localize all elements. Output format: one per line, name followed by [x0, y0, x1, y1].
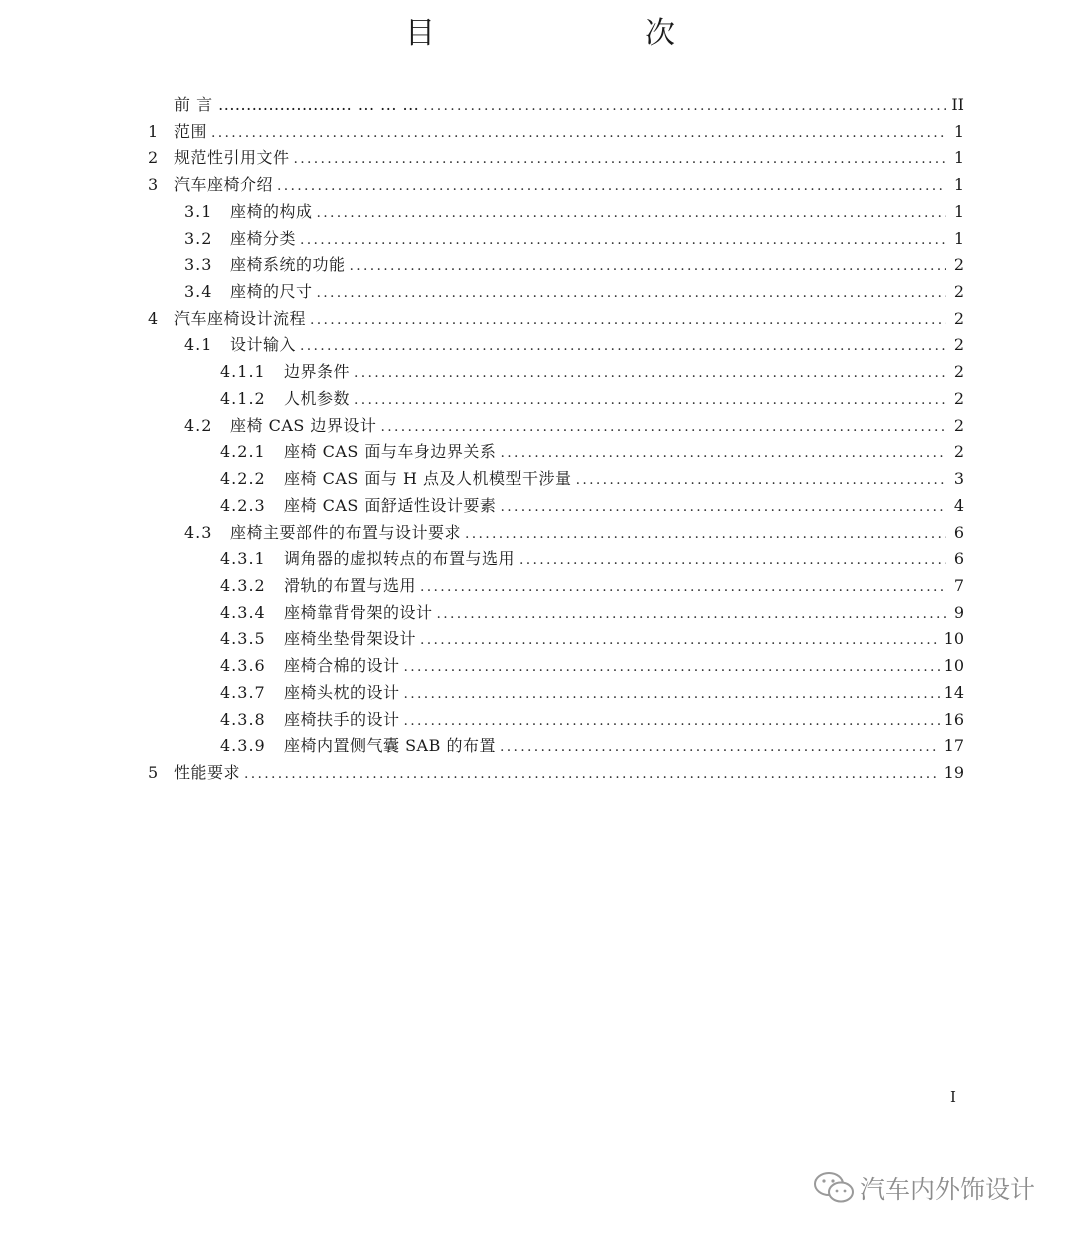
toc-dot-leader — [317, 280, 946, 307]
toc-entry-number: 3 — [148, 175, 160, 195]
toc-entry-page: 1 — [953, 148, 964, 168]
toc-entry-label: 汽车座椅设计流程 — [174, 308, 307, 328]
toc-dot-leader — [300, 227, 946, 254]
toc-entry[interactable] — [148, 306, 964, 333]
toc-entry-page: 1 — [953, 201, 964, 221]
toc-entry[interactable] — [148, 145, 964, 172]
toc-entry-number: 4.1 — [184, 335, 213, 355]
toc-entry-number: 2 — [148, 148, 160, 168]
toc-entry-number: 4.2 — [184, 415, 213, 435]
toc-entry-number: 4.1.2 — [220, 388, 266, 408]
toc-entry[interactable] — [148, 653, 964, 680]
toc-entry-page: 14 — [943, 682, 964, 702]
toc-entry-number: 4.3.9 — [220, 736, 266, 756]
toc-entry-number: 3.2 — [184, 228, 213, 248]
toc-entry-number: 4.1.1 — [220, 362, 266, 382]
toc-entry[interactable] — [148, 546, 964, 573]
toc-entry-page: 6 — [953, 549, 964, 569]
toc-dot-leader — [317, 200, 946, 227]
toc-entry-page: II — [951, 95, 964, 114]
toc-entry-label: 性能要求 — [174, 762, 241, 782]
toc-entry-label: 座椅的构成 — [230, 201, 313, 221]
toc-entry-page: 2 — [953, 388, 964, 408]
toc-dot-leader — [576, 467, 946, 494]
toc-entry-page: 1 — [953, 175, 964, 195]
toc-entry[interactable] — [148, 92, 964, 119]
toc-entry-label: 座椅合棉的设计 — [284, 656, 400, 676]
toc-dot-leader — [404, 654, 940, 681]
toc-entry[interactable] — [148, 413, 964, 440]
toc-entry-number: 4.3 — [184, 522, 213, 542]
toc-dot-leader — [354, 387, 946, 414]
toc-entry-page: 2 — [953, 308, 964, 328]
toc-entry-number: 3.1 — [184, 201, 213, 221]
toc-entry-page: 10 — [943, 656, 964, 676]
toc-entry-number: 4.3.4 — [220, 602, 266, 622]
watermark — [812, 1170, 1035, 1206]
wechat-icon — [812, 1170, 856, 1206]
toc-entry[interactable] — [148, 573, 964, 600]
toc-entry-number: 4.3.2 — [220, 575, 266, 595]
toc-dot-leader — [420, 574, 946, 601]
toc-entry-page: 6 — [953, 522, 964, 542]
toc-entry-number: 5 — [148, 762, 160, 782]
toc-entry-page: 17 — [943, 736, 964, 756]
toc-entry[interactable] — [148, 279, 964, 306]
toc-entry-label: 座椅主要部件的布置与设计要求 — [230, 522, 462, 542]
toc-entry-page: 1 — [953, 228, 964, 248]
toc-entry[interactable] — [148, 386, 964, 413]
toc-entry-page: 9 — [953, 602, 964, 622]
toc-entry-number: 4.3.1 — [220, 549, 266, 569]
toc-entry-label: 规范性引用文件 — [174, 148, 290, 168]
toc-entry-number: 1 — [148, 121, 160, 141]
toc-entry-label: 座椅 CAS 面与车身边界关系 — [284, 442, 497, 462]
toc-entry-page: 7 — [953, 575, 964, 595]
toc-entry[interactable] — [148, 520, 964, 547]
toc-dot-leader — [500, 734, 940, 761]
toc-entry[interactable] — [148, 707, 964, 734]
toc-entry[interactable] — [148, 252, 964, 279]
toc-entry-page: 1 — [953, 121, 964, 141]
toc-entry-page: 2 — [953, 442, 964, 462]
toc-entry[interactable] — [148, 626, 964, 653]
toc-dot-leader — [310, 307, 946, 334]
toc-dot-leader — [437, 601, 946, 628]
toc-entry[interactable] — [148, 199, 964, 226]
watermark-text: 汽车内外饰设计 — [860, 1175, 1036, 1204]
toc-entry-label: 范围 — [174, 121, 208, 141]
toc-entry-label: 座椅头枕的设计 — [284, 682, 400, 702]
toc-entry-number: 4.3.5 — [220, 629, 266, 649]
toc-entry-label: 座椅内置侧气囊 SAB 的布置 — [284, 736, 496, 756]
toc-entry-label: 边界条件 — [284, 362, 351, 382]
toc-entry-page: 19 — [943, 762, 964, 782]
toc-entry[interactable] — [148, 119, 964, 146]
toc-entry[interactable] — [148, 680, 964, 707]
toc-entry-label: 滑轨的布置与选用 — [284, 575, 417, 595]
toc-entry-label: 人机参数 — [284, 388, 351, 408]
toc-dot-leader — [500, 494, 946, 521]
toc-dot-leader — [519, 547, 946, 574]
toc-dot-leader — [211, 120, 946, 147]
toc-entry-label: 汽车座椅介绍 — [174, 175, 274, 195]
toc-entry-number: 4.2.1 — [220, 442, 266, 462]
toc-entry-page: 2 — [953, 282, 964, 302]
toc-entry-number: 4.3.8 — [220, 709, 266, 729]
page-number: I — [950, 1088, 956, 1106]
toc-entry[interactable] — [148, 600, 964, 627]
toc-dot-leader — [423, 93, 946, 120]
toc-entry-page: 4 — [953, 495, 964, 515]
toc-entry-page: 2 — [953, 362, 964, 382]
toc-dot-leader — [404, 708, 940, 735]
toc-dot-leader — [404, 681, 940, 708]
toc-entry-label: 前 言 ........................ ... ... ... — [174, 95, 420, 114]
toc-entry-number: 4 — [148, 308, 160, 328]
toc-entry[interactable] — [148, 439, 964, 466]
toc-entry[interactable] — [148, 760, 964, 787]
toc-dot-leader — [350, 253, 946, 280]
page-title: 目 次 — [405, 16, 725, 51]
toc-entry-label: 座椅分类 — [230, 228, 297, 248]
toc-entry-label: 座椅坐垫骨架设计 — [284, 629, 417, 649]
toc-entry-number: 4.3.7 — [220, 682, 266, 702]
toc-entry-number: 3.3 — [184, 255, 213, 275]
table-of-contents — [148, 92, 964, 787]
toc-entry[interactable] — [148, 359, 964, 386]
toc-entry-label: 座椅 CAS 边界设计 — [230, 415, 377, 435]
toc-entry-page: 2 — [953, 255, 964, 275]
toc-entry-label: 调角器的虚拟转点的布置与选用 — [284, 549, 516, 569]
toc-entry-number: 4.3.6 — [220, 656, 266, 676]
toc-dot-leader — [500, 440, 946, 467]
toc-entry-label: 座椅 CAS 面舒适性设计要素 — [284, 495, 497, 515]
toc-entry[interactable] — [148, 332, 964, 359]
toc-entry-label: 座椅靠背骨架的设计 — [284, 602, 433, 622]
toc-dot-leader — [300, 333, 946, 360]
toc-dot-leader — [277, 173, 946, 200]
toc-entry[interactable] — [148, 493, 964, 520]
toc-dot-leader — [420, 627, 940, 654]
toc-entry[interactable] — [148, 226, 964, 253]
toc-entry[interactable] — [148, 733, 964, 760]
toc-dot-leader — [354, 360, 946, 387]
toc-entry-page: 10 — [943, 629, 964, 649]
toc-entry-page: 16 — [943, 709, 964, 729]
toc-dot-leader — [244, 761, 940, 788]
toc-entry-label: 座椅的尺寸 — [230, 282, 313, 302]
toc-dot-leader — [380, 414, 946, 441]
toc-entry-page: 3 — [953, 469, 964, 489]
toc-entry-number: 4.2.3 — [220, 495, 266, 515]
toc-entry-page: 2 — [953, 415, 964, 435]
toc-dot-leader — [294, 146, 946, 173]
toc-entry-number: 3.4 — [184, 282, 213, 302]
toc-entry-label: 座椅 CAS 面与 H 点及人机模型干涉量 — [284, 469, 572, 489]
toc-entry[interactable] — [148, 466, 964, 493]
toc-entry-page: 2 — [953, 335, 964, 355]
toc-entry[interactable] — [148, 172, 964, 199]
toc-entry-label: 座椅系统的功能 — [230, 255, 346, 275]
toc-dot-leader — [465, 521, 946, 548]
toc-entry-number: 4.2.2 — [220, 469, 266, 489]
toc-entry-label: 设计输入 — [230, 335, 297, 355]
toc-entry-label: 座椅扶手的设计 — [284, 709, 400, 729]
